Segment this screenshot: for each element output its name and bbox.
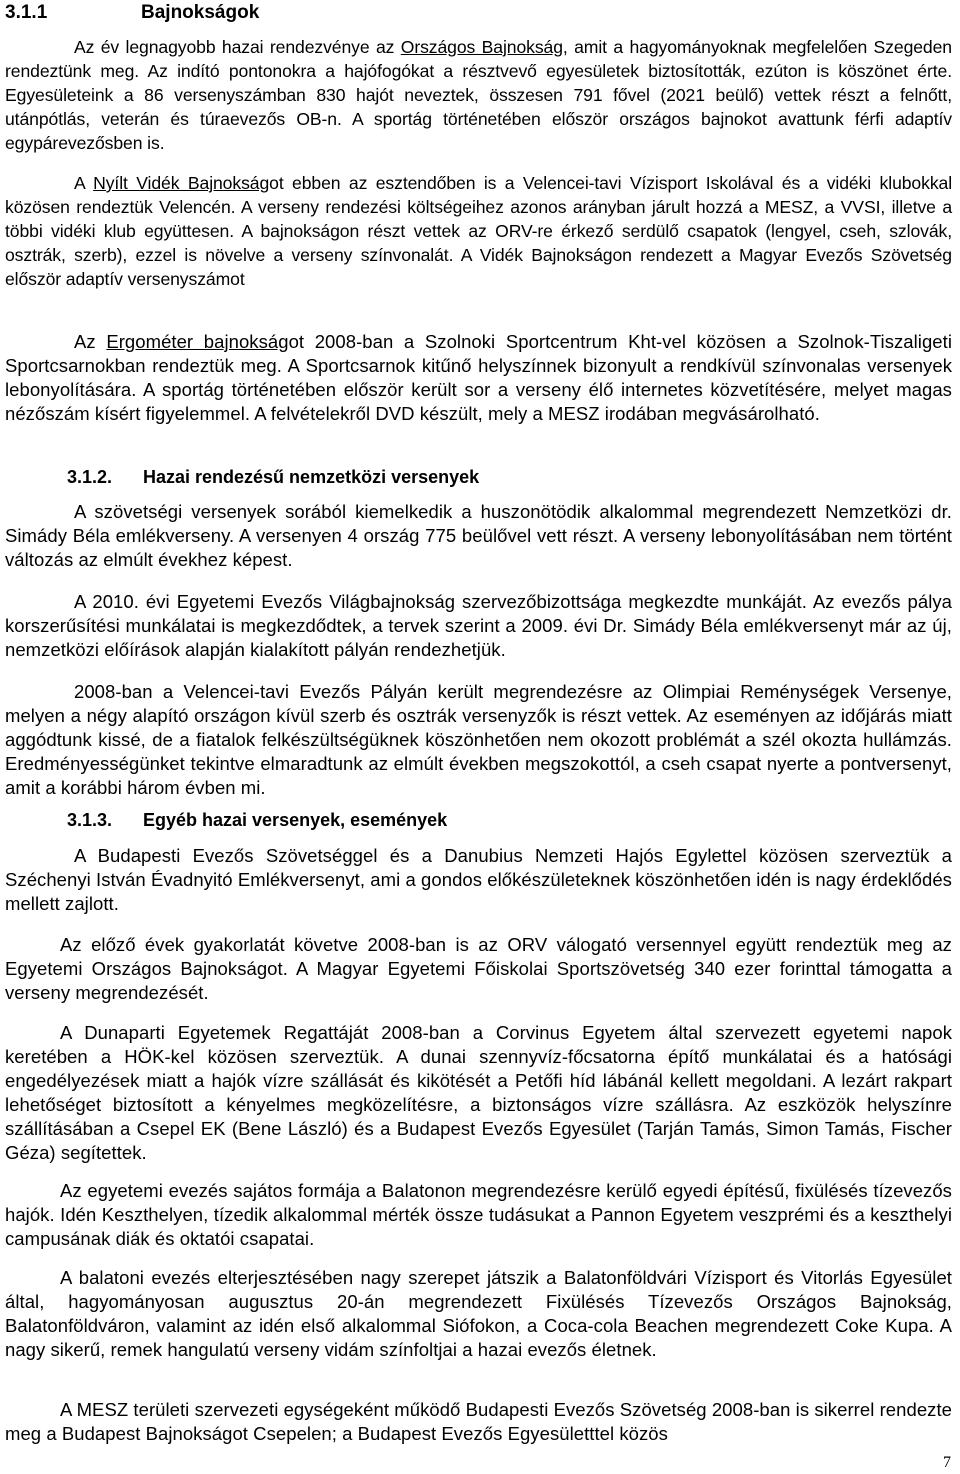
paragraph-ergometer — [5, 330, 952, 426]
paragraph-balatonfoldvar: A balatoni evezés elterjesztésében nagy szerepet játszik a Balatonföldvári Vízisport és Vitorlás Egyesület által, hagyományosan augusztus 20-án megrendezett Fixülésés Tízevezős Országos Bajnokság, Balatonföldváron, valamint az idén első alkalommal Siófokon, a Coca-cola Beachen megrendezett Coke Kupa. A nagy sikerű, remek hangulatú verseny vidám színfoltjai a hazai evezős életnek. — [5, 1267, 952, 1360]
paragraph-simady: A szövetségi versenyek sorából kiemelkedik a huszonötödik alkalommal megrendezett Nemzetközi dr. Simády Béla emlékverseny. A versenyen 4 ország 775 beülővel vett részt. A verseny lebonyolításában nem történt változás az elmúlt évekhez képest. — [5, 501, 952, 570]
section-title: Egyéb hazai versenyek, események — [143, 810, 448, 830]
paragraph-egyetemi-ob: Az előző évek gyakorlatát követve 2008-ban is az ORV válogató versennyel együtt rendeztük meg az Egyetemi Országos Bajnokságot. A Magyar Egyetemi Főiskolai Sportszövetség 340 ezer forinttal támogatta a verseny megrendezését. — [5, 934, 952, 1003]
link-orszagos-bajnoksag[interactable]: Országos Bajnokság — [400, 37, 563, 57]
section-title: Hazai rendezésű nemzetközi versenyek — [143, 467, 480, 487]
link-ergometer-bajnoksag[interactable]: Ergométer bajnokság — [106, 331, 289, 352]
section-heading-3-1-1 — [5, 1, 259, 25]
section-heading-3-1-3 — [67, 808, 447, 832]
text-span: A — [74, 173, 94, 193]
page-number: 7 — [943, 1454, 951, 1471]
paragraph-budapest-bajnoksag: A MESZ területi szervezeti egységeként működő Budapesti Evezős Szövetség 2008-ban is sikerrel rendezte meg a Budapest Bajnokságot Csepelen; a Budapest Evezős Egyesületttel közös — [5, 1399, 952, 1444]
section-number: 3.1.3. — [67, 810, 113, 830]
paragraph-balatoni-egyetemi: Az egyetemi evezés sajátos formája a Balatonon megrendezésre kerülő egyedi építésű, fixülésés tízevezős hajók. Idén Keszthelyen, tízedik alkalommal mérték össze tudásukat a Pannon Egyetem veszprémi és a keszthelyi campusának diák és oktatói csapatai. — [5, 1180, 952, 1249]
paragraph-olimpiai-remenysegek: 2008-ban a Velencei-tavi Evezős Pályán került megrendezésre az Olimpiai Reménységek Versenye, melyen a négy alapító országon kívül szerb és osztrák versenyzők is részt vettek. Az eseményen az időjárás miatt aggódtunk kissé, de a fiatalok felkészültségüknek köszönhetően nem okozott problémát a szél okozta hullámzás. Eredményességünket tekintve elmaradtunk az elmúlt években megszokottól, a cseh csapat nyerte a pontversenyt, amit a korábbi három évben mi. — [5, 681, 952, 798]
section-number: 3.1.1 — [5, 2, 48, 23]
text-span: , amit a hagyományoknak megfelelően Szegeden rendeztünk meg. Az indító pontonokra a hajófogókat a résztvevő egyesületek biztosították, ezúton is köszönet érte. Egyesületeink a 86 versenyszámban 830 hajót neveztek, összesen 791 fővel (2021 beülő) vettek részt a felnőtt, utánpótlás, veterán és túraevezős OB-n. A sportág történetében először országos bajnokot avattunk férfi adaptív egypárevezősben is. — [5, 37, 952, 153]
text-span: ot 2008-ban a Szolnoki Sportcentrum Kht-vel közösen a Szolnok-Tiszaligeti Sportcsarnokban rendeztük meg. A Sportcsarnok kitűnő helyszínnek bizonyult a rendkívül színvonalas versenyek lebonyolítására. A sportág történetében először került sor a verseny élő internetes közvetítésére, melyet magas nézőszám kísért figyelemmel. A felvételekről DVD készült, mely a MESZ irodában megvásárolható. — [5, 331, 952, 424]
paragraph-vilagbajnoksag: A 2010. évi Egyetemi Evezős Világbajnokság szervezőbizottsága megkezdte munkáját. Az evezős pálya korszerűsítési munkálatai is megkezdődtek, a tervek szerint a 2009. évi Dr. Simády Béla emlékversenyt már az új, nemzetközi előírások alapján kialakított pályán rendezhetjük. — [5, 591, 952, 660]
section-title: Bajnokságok — [141, 2, 260, 23]
paragraph-dunaparti-regatta: A Dunaparti Egyetemek Regattáját 2008-ban a Corvinus Egyetem által szervezett egyetemi napok keretében a HÖK-kel közösen szerveztük. A dunai szennyvíz-főcsatorna építő munkálatai és a hatósági engedélyezések miatt a hajók vízre szállását és kikötését a Petőfi híd lábánál kellett megoldani. A lezárt rakpart lehetőséget biztosított a kényelmes megközelítésre, a biztonságos vízre szállásra. Az eszközök helyszínre szállításában a Csepel EK (Bene László) és a Budapest Evezős Egyesület (Tarján Tamás, Simon Tamás, Fischer Géza) segítettek. — [5, 1022, 952, 1163]
paragraph-nyilt-videk — [5, 171, 952, 291]
link-nyilt-videk-bajnoksag[interactable]: Nyílt Vidék Bajnokság — [93, 173, 270, 193]
section-heading-3-1-2 — [67, 465, 479, 489]
text-span: ot ebben az esztendőben is a Velencei-tavi Vízisport Iskolával és a vidéki klubokkal közösen rendeztük Velencén. A verseny rendezési költségeihez azonos arányban járult hozzá a MESZ, a VVSI, illetve a többi vidéki klub együttesen. A bajnokságon részt vettek az ORV-re érkező serdülő csapatok (lengyel, cseh, szlovák, osztrák, szerb), ezzel is növelve a verseny színvonalát. A Vidék Bajnokságon rendezett a Magyar Evezős Szövetség először adaptív versenyszámot — [5, 173, 953, 289]
paragraph-evadnyito: A Budapesti Evezős Szövetséggel és a Danubius Nemzeti Hajós Egylettel közösen szerveztük a Széchenyi István Évadnyitó Emlékversenyt, ami a gondos előkészületeknek köszönhetően idén is nagy érdeklődés mellett zajlott. — [5, 845, 952, 914]
text-span: Az — [74, 331, 107, 352]
paragraph-bajnoksagok-ob — [5, 35, 952, 155]
section-number: 3.1.2. — [67, 467, 113, 487]
text-span: Az év legnagyobb hazai rendezvénye az — [74, 37, 401, 57]
